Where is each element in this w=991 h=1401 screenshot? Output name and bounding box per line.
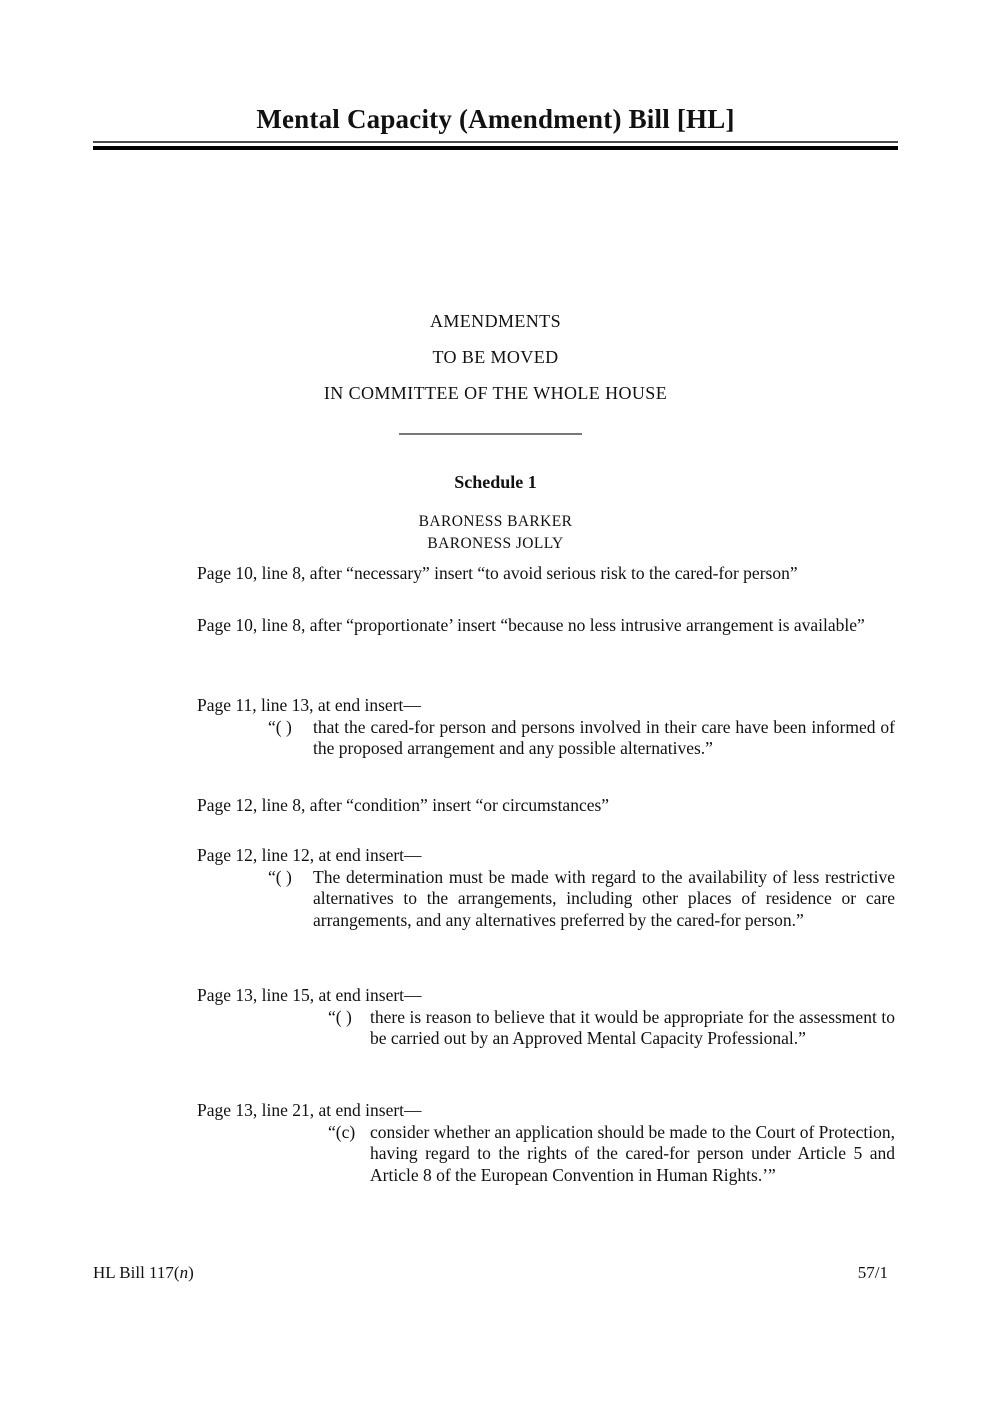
intro-line-committee: IN COMMITTEE OF THE WHOLE HOUSE xyxy=(323,383,668,403)
amendment-inserted-provision xyxy=(328,1007,895,1050)
amendment xyxy=(197,695,895,760)
provision-text: The determination must be made with regard to the availability of less restrictive alternatives to the arrangements, including other places of residence or care arrangements, and any alternatives preferred by the cared-for person.” xyxy=(313,866,895,930)
amendment-inserted-provision xyxy=(328,1122,895,1187)
bill-reference-suffix: ) xyxy=(188,1263,194,1282)
provision-text: consider whether an application should be made to the Court of Protection, having regard to the rights of the cared-for person under Article 5 and Article 8 of the European Convention in Human Rights.’” xyxy=(370,1121,895,1185)
amendment xyxy=(197,985,895,1050)
provision-marker: “( ) xyxy=(268,866,292,887)
bill-reference-prefix: HL Bill 117( xyxy=(93,1263,180,1282)
amendment-inserted-provision xyxy=(268,867,895,932)
amendment xyxy=(197,795,895,817)
amendment xyxy=(197,845,895,931)
provision-marker: “( ) xyxy=(328,1006,352,1027)
amendment xyxy=(197,563,895,585)
amendment xyxy=(197,615,895,637)
amendment-instruction: Page 11, line 13, at end insert— xyxy=(197,695,421,715)
bill-title: Mental Capacity (Amendment) Bill [HL] xyxy=(256,104,735,134)
provision-marker: “( ) xyxy=(268,716,292,737)
intro-line-amendments: AMENDMENTS xyxy=(429,311,561,331)
amendment xyxy=(197,1100,895,1186)
page-footer xyxy=(93,1262,888,1284)
amendment-inserted-provision xyxy=(268,717,895,760)
amendment-instruction: Page 12, line 8, after “condition” insert “or circumstances” xyxy=(197,795,610,815)
amendment-instruction: Page 12, line 12, at end insert— xyxy=(197,845,422,865)
provision-text: that the cared-for person and persons involved in their care have been informed of the proposed arrangement and any possible alternatives.” xyxy=(313,716,895,758)
intro-line-to-be-moved: TO BE MOVED xyxy=(432,347,559,367)
amendment-instruction: Page 10, line 8, after “necessary” insert “to avoid serious risk to the cared-for person” xyxy=(197,563,798,583)
provision-marker: “(c) xyxy=(328,1121,356,1142)
provision-text: there is reason to believe that it would be appropriate for the assessment to be carried out by an Approved Mental Capacity Professional.” xyxy=(370,1006,895,1048)
amendment-instruction: Page 10, line 8, after “proportionate’ insert “because no less intrusive arrangement is available” xyxy=(197,615,865,635)
bill-reference-variable: n xyxy=(179,1263,189,1282)
schedule-heading: Schedule 1 xyxy=(454,472,537,492)
sponsor-name: BARONESS JOLLY xyxy=(427,535,564,552)
amendment-instruction: Page 13, line 21, at end insert— xyxy=(197,1100,422,1120)
sponsor-name: BARONESS BARKER xyxy=(418,513,573,530)
bill-reference xyxy=(93,1262,194,1284)
amendment-instruction: Page 13, line 15, at end insert— xyxy=(197,985,422,1005)
page-reference: 57/1 xyxy=(857,1263,888,1282)
